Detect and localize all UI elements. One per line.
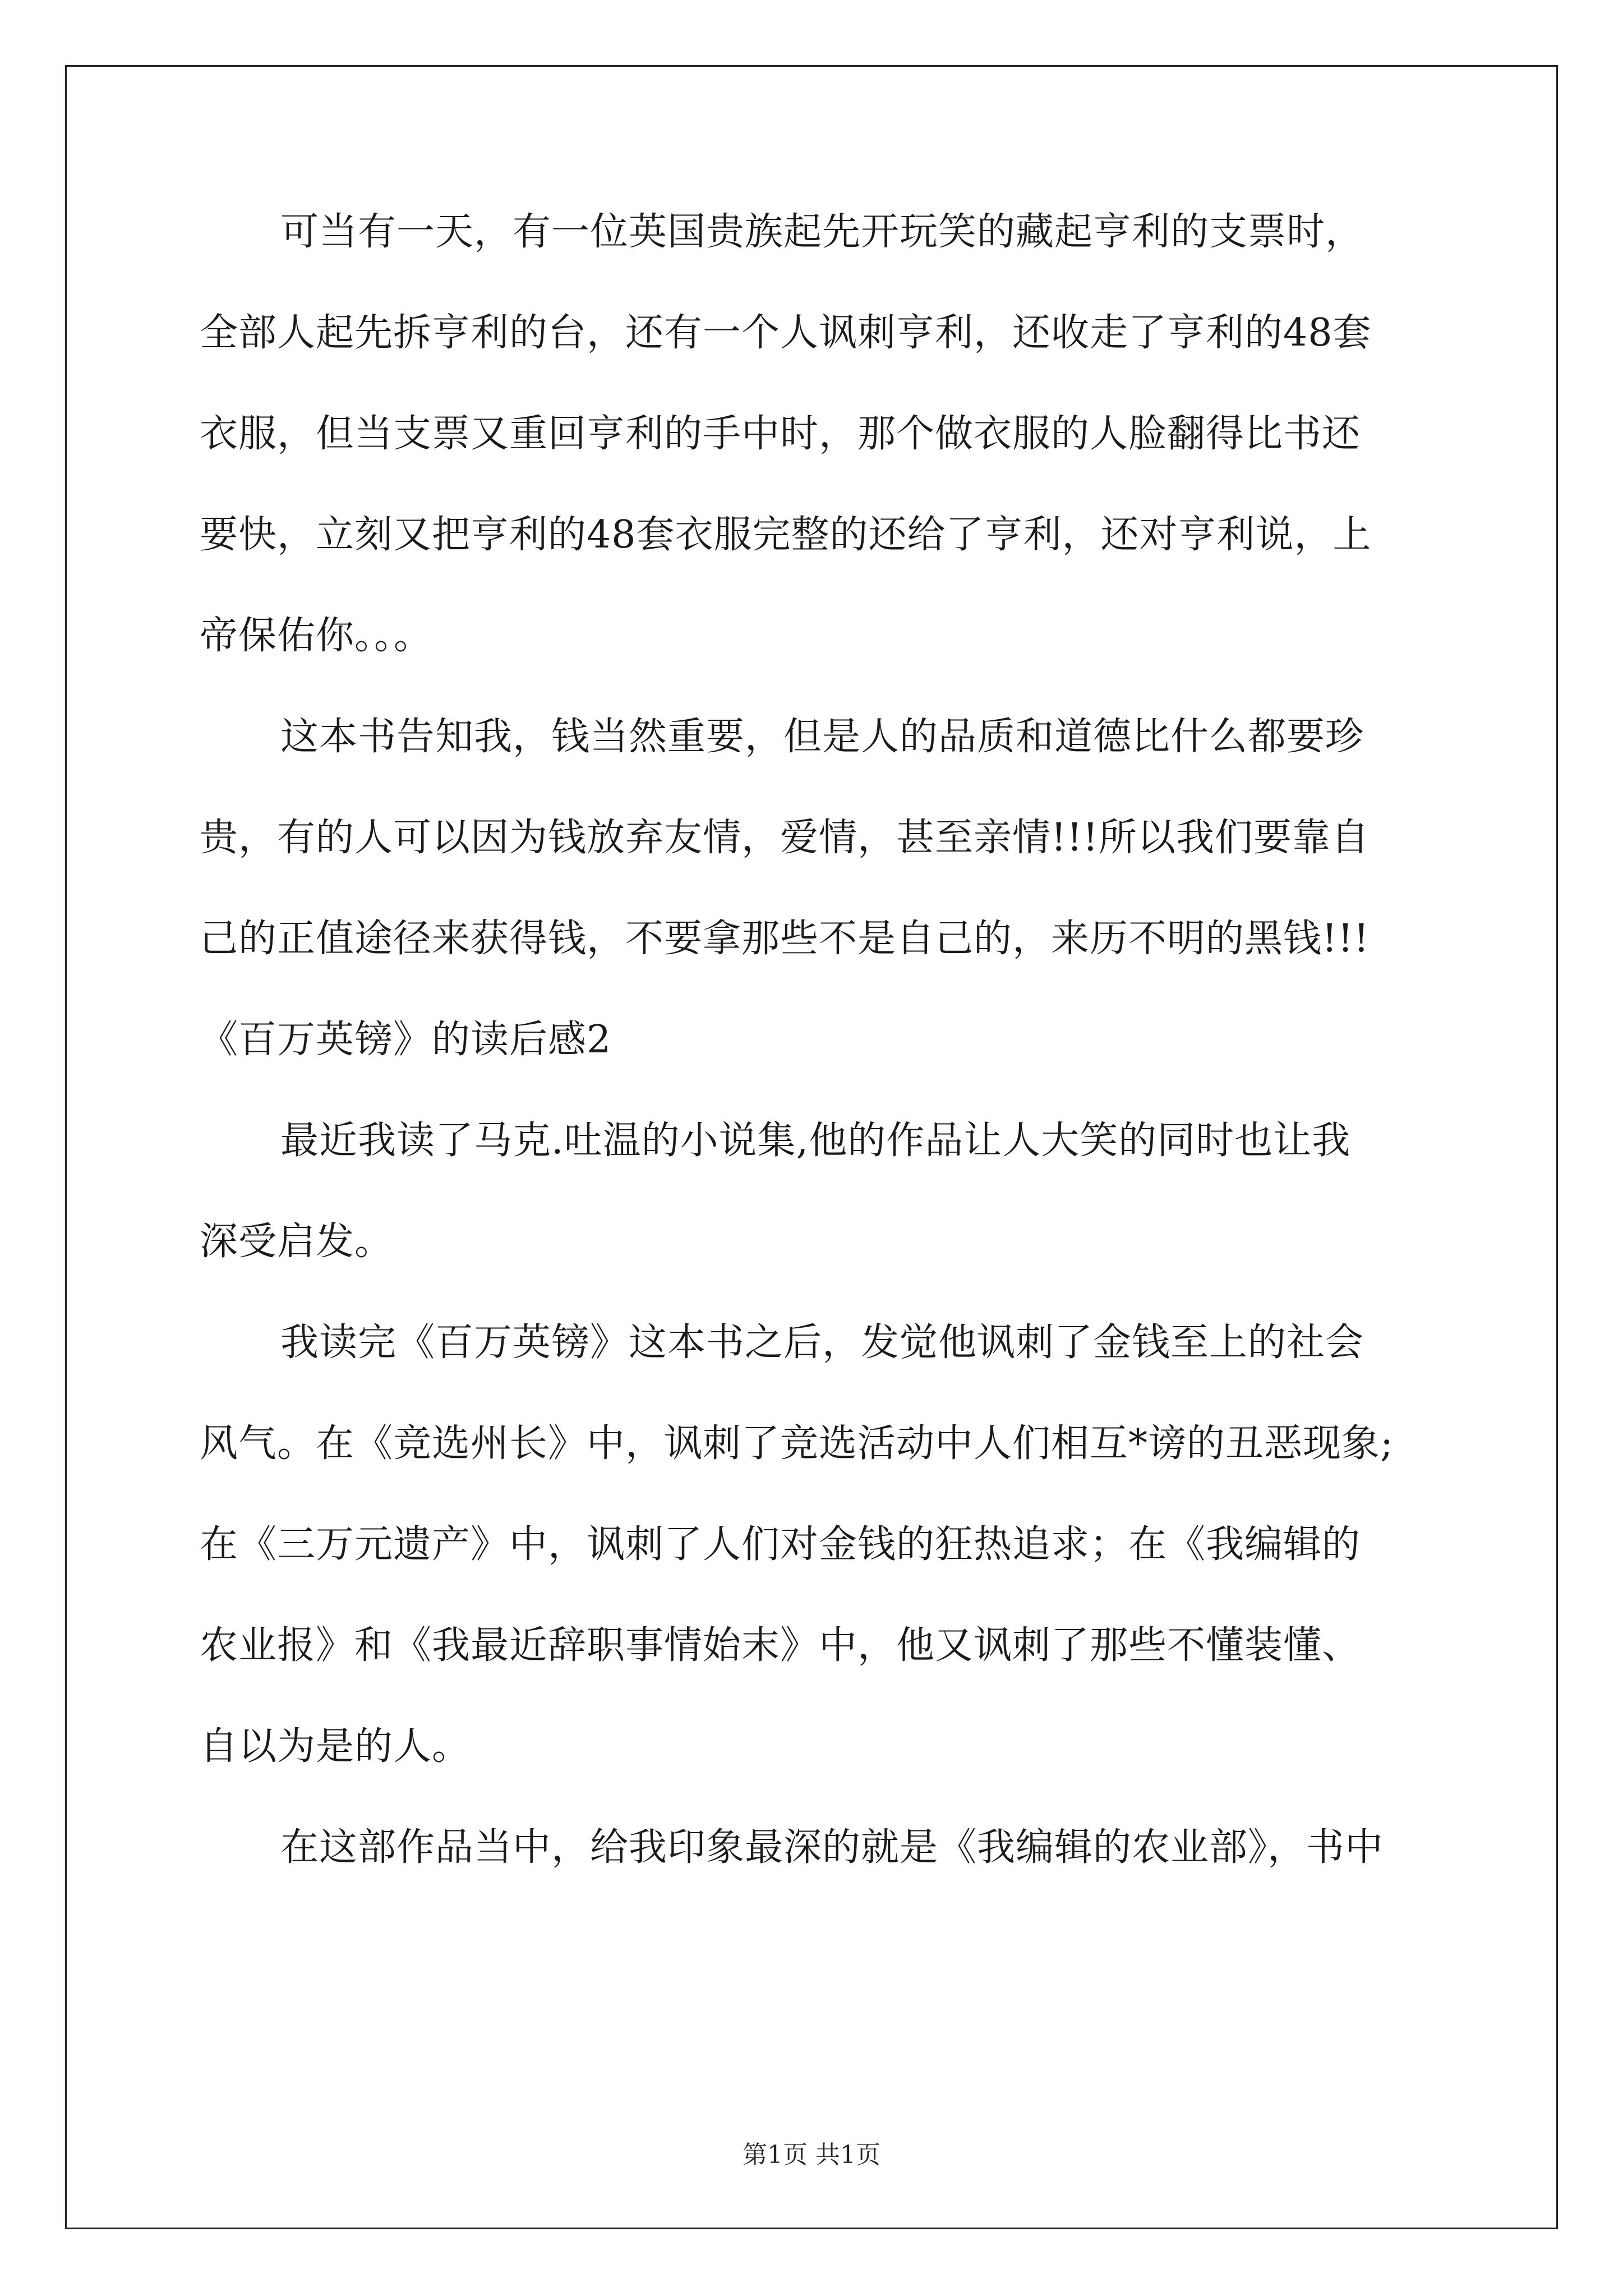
text-line: 深受启发。 <box>200 1220 394 1264</box>
text-line: 自以为是的人。 <box>200 1724 471 1769</box>
text-line: 贵，有的人可以因为钱放弃友情，爱情，甚至亲情!!!所以我们要靠自 <box>200 816 1370 860</box>
text-line: 在《三万元遗产》中，讽刺了人们对金钱的狂热追求；在《我编辑的 <box>200 1522 1361 1567</box>
text-line: 可当有一天，有一位英国贵族起先开玩笑的藏起亨利的支票时， <box>280 210 1364 254</box>
text-line: 在这部作品当中，给我印象最深的就是《我编辑的农业部》，书中 <box>280 1825 1384 1870</box>
text-line: 农业报》和《我最近辞职事情始末》中，他又讽刺了那些不懂装懂、 <box>200 1623 1361 1668</box>
text-line: 我读完《百万英镑》这本书之后，发觉他讽刺了金钱至上的社会 <box>280 1320 1364 1365</box>
document-body <box>200 182 1433 1898</box>
text-line: 风气。在《竞选州长》中，讽刺了竞选活动中人们相互*谤的丑恶现象; <box>200 1421 1394 1466</box>
text-line: 最近我读了马克.吐温的小说集,他的作品让人大笑的同时也让我 <box>280 1119 1351 1163</box>
text-line: 要快，立刻又把亨利的48套衣服完整的还给了亨利，还对亨利说，上 <box>200 513 1372 557</box>
text-line: 己的正值途径来获得钱，不要拿那些不是自己的，来历不明的黑钱!!! <box>200 917 1370 961</box>
text-line: 帝保佑你。。。 <box>200 614 433 658</box>
page-footer: 第1页 共1页 <box>743 2141 880 2169</box>
text-line: 全部人起先拆亨利的台，还有一个人讽刺亨利，还收走了亨利的48套 <box>200 311 1372 355</box>
text-line: 这本书告知我，钱当然重要，但是人的品质和道德比什么都要珍 <box>280 715 1364 759</box>
section-heading: 《百万英镑》的读后感2 <box>200 1018 612 1062</box>
text-line: 衣服，但当支票又重回亨利的手中时，那个做衣服的人脸翻得比书还 <box>200 412 1361 456</box>
